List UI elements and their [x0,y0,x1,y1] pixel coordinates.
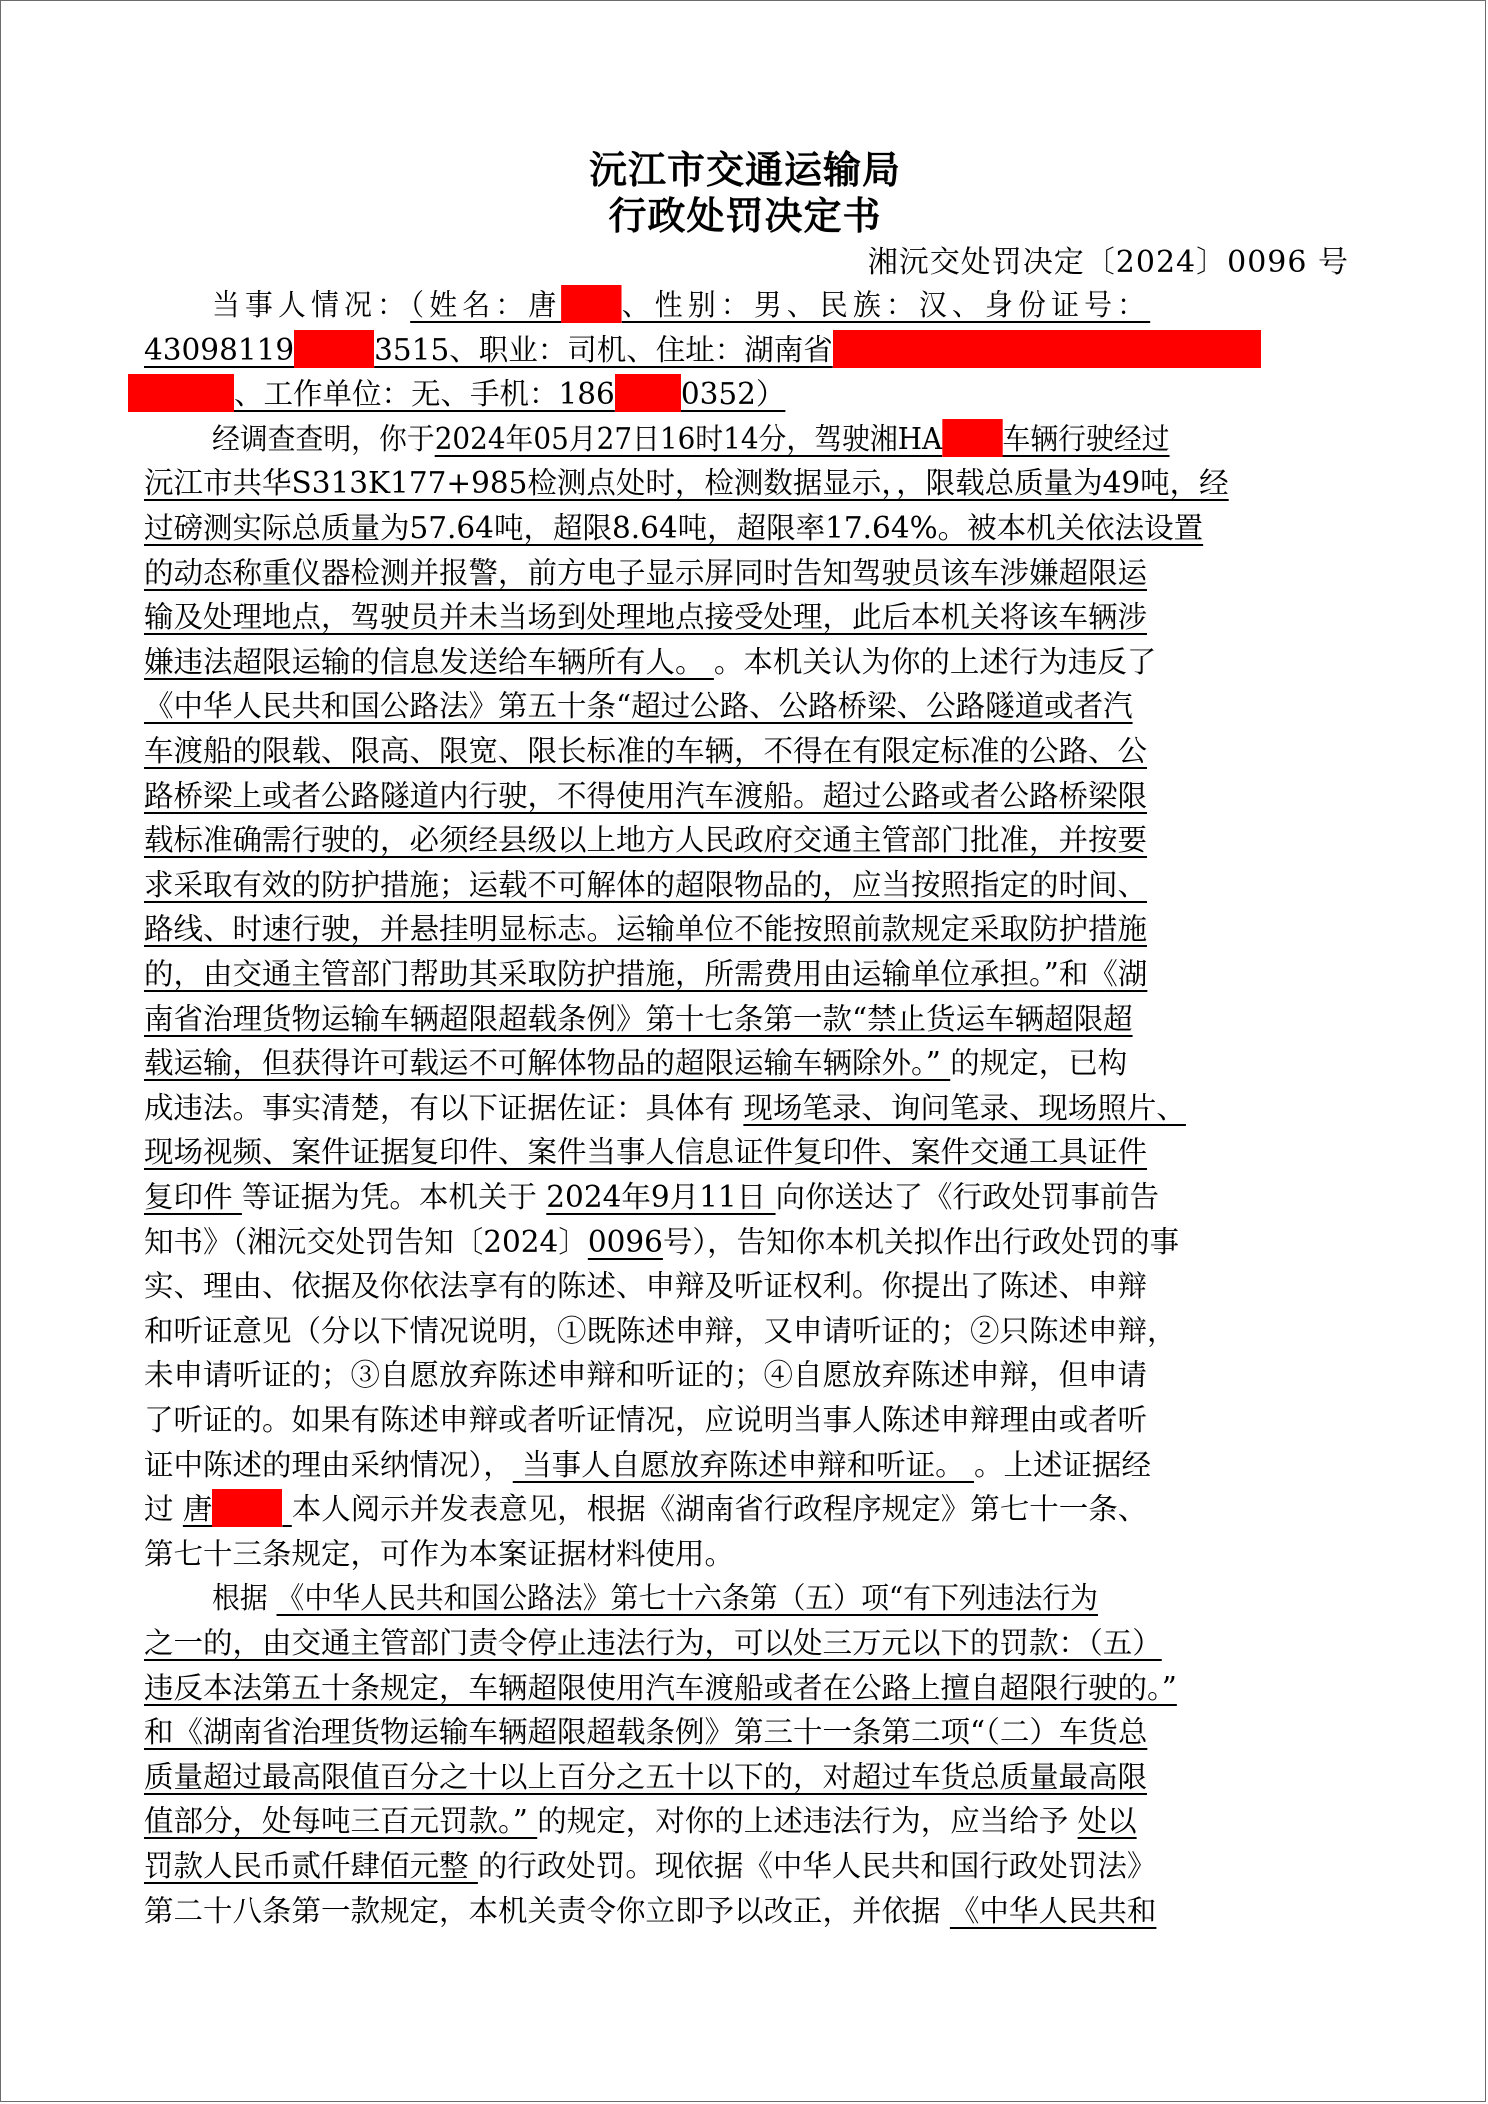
body-line [144,1621,1349,1669]
body-text: 。本机关认为你的上述行为违反了 [713,644,1157,679]
underlined-text: 值部分，处每吨三百元罚款。” [144,1804,538,1839]
body-line [144,1175,1349,1223]
body-text: 和听证意见（分以下情况说明，①既陈述申辩，又申请听证的；②只陈述申辩， [144,1313,1177,1348]
body-line [144,551,1349,599]
body-line [144,1398,1349,1446]
underlined-text: 处以 [1077,1804,1137,1839]
underlined-text: 载标准确需行驶的，必须经县级以上地方人民政府交通主管部门批准，并按要 [144,823,1148,858]
body-line [144,1799,1349,1847]
underlined-text: 《中华人民共和 [949,1893,1157,1928]
underlined-text: 0096 [587,1224,663,1259]
body-line [144,506,1349,554]
underlined-text: 路线、时速行驶，并悬挂明显标志。运输单位不能按照前款规定采取防护措施 [144,912,1148,947]
underlined-text: 违反本法第五十条规定，车辆超限使用汽车渡船或者在公路上擅自超限行驶的。” [144,1670,1177,1705]
body-line [144,461,1349,509]
body-line [144,1309,1349,1357]
redaction-block [615,374,681,412]
body-line [212,283,1349,331]
body-text: 。上述证据经 [974,1447,1152,1482]
body-line [212,417,1349,465]
body-text: 成违法。事实清楚，有以下证据佐证：具体有 [144,1090,744,1125]
body-line [144,1710,1349,1758]
body-line [144,1264,1349,1312]
underlined-text: 沅江市共华S313K177+985检测点处时，检测数据显示，，限载总质量为49吨，经 [144,466,1229,501]
underlined-text: 0352） [680,377,786,412]
body-line [144,1487,1349,1535]
document-number: 湘沅交处罚决定〔2024〕0096 号 [867,245,1349,280]
underlined-text: 当事人自愿放弃陈述申辩和听证。 [512,1447,975,1482]
body-text: 的规定，对你的上述违法行为，应当给予 [537,1804,1078,1839]
underlined-text: 《中华人民共和国公路法》第五十条“超过公路、公路桥梁、公路隧道或者汽 [144,689,1133,724]
body-text: 知书》（湘沅交处罚告知〔2024〕 [144,1224,588,1259]
underlined-text [282,1492,291,1526]
underlined-text: （姓名：唐 [410,288,562,322]
underlined-text: 2024年9月11日 [546,1180,776,1214]
body-text: 号），告知你本机关拟作出行政处罚的事 [662,1224,1180,1259]
body-line [144,1130,1349,1178]
body-line [144,1220,1349,1268]
underlined-text: 现场视频、案件证据复印件、案件当事人信息证件复印件、案件交通工具证件 [144,1135,1148,1170]
redaction-block [294,330,374,368]
body-text: 过 [144,1492,183,1527]
underlined-text: 嫌违法超限运输的信息发送给车辆所有人。 [144,644,714,679]
underlined-text: 现场笔录、询问笔录、现场照片、 [743,1090,1186,1125]
body-text: 未申请听证的；③自愿放弃陈述申辩和听证的；④自愿放弃陈述申辩，但申请 [144,1358,1148,1393]
body-line [144,595,1349,643]
body-line [144,1755,1349,1803]
underlined-text: 2024年05月27日16时14分，驾驶湘HA [434,421,943,456]
body-text: 证中陈述的理由采纳情况）， [144,1447,513,1482]
underlined-text: 和《湖南省治理货物运输车辆超限超载条例》第三十一条第二项“（二）车货总 [144,1715,1148,1750]
body-text: 根据 [212,1581,277,1616]
body-line [144,328,1349,376]
body-line [144,1353,1349,1401]
body-text: 的行政处罚。现依据《中华人民共和国行政处罚法》 [477,1849,1157,1883]
body-text: 了听证的。如果有陈述申辩或者听证情况，应说明当事人陈述申辩理由或者听 [144,1403,1148,1437]
underlined-text: 、性别：男、民族：汉、身份证号： [621,288,1151,322]
body-text: 当事人情况： [212,288,411,322]
body-line [144,1666,1349,1714]
body-line [144,729,1349,777]
underlined-text: 质量超过最高限值百分之十以上百分之五十以下的，对超过车货总质量最高限 [144,1759,1148,1794]
body-line [144,1532,1349,1580]
body-line [144,952,1349,1000]
body-line [144,1889,1349,1937]
underlined-text: 43098119 [144,332,295,367]
body-line [144,1844,1349,1892]
body-text: 本人阅示并发表意见，根据《湖南省行政程序规定》第七十一条、 [291,1492,1148,1527]
body-line [144,907,1349,955]
underlined-text: 车渡船的限载、限高、限宽、限长标准的车辆，不得在有限定标准的公路、公 [144,734,1148,768]
body-line [144,818,1349,866]
redaction-block [833,330,1261,368]
underlined-text: 输及处理地点，驾驶员并未当场到处理地点接受处理，此后本机关将该车辆涉 [144,600,1148,635]
body-line [144,1086,1349,1134]
body-text: 向你送达了《行政处罚事前告 [775,1180,1160,1214]
body-text: 第七十三条规定，可作为本案证据材料使用。 [144,1536,735,1571]
body-line [144,997,1349,1045]
body-line [144,684,1349,732]
underlined-text: 车辆行驶经过 [1002,421,1170,456]
body-line [144,1041,1349,1089]
underlined-text: 、工作单位：无、手机：186 [234,377,615,412]
body-line [144,863,1349,911]
body-line [212,1576,1349,1624]
underlined-text: 之一的，由交通主管部门责令停止违法行为，可以处三万元以下的罚款：（五） [144,1626,1162,1660]
underlined-text: 的，由交通主管部门帮助其采取防护措施，所需费用由运输单位承担。”和《湖 [144,957,1148,991]
underlined-text: 复印件 [144,1180,242,1214]
body-text: 经调查查明，你于 [212,421,435,456]
body-text: 的规定，已构 [950,1046,1128,1081]
underlined-text: 唐 [182,1492,213,1527]
underlined-text: 3515、职业：司机、住址：湖南省 [374,332,833,367]
underlined-text: 罚款人民币贰仟肆佰元整 [144,1849,478,1883]
redaction-block [128,374,234,412]
underlined-text: 过磅测实际总质量为57.64吨，超限8.64吨，超限率17.64%。被本机关依法设置 [144,511,1204,545]
redaction-block [942,419,1002,457]
underlined-text: 路桥梁上或者公路隧道内行驶，不得使用汽车渡船。超过公路或者公路桥梁限 [144,778,1148,813]
issuing-authority-title: 沅江市交通运输局 [588,147,901,192]
body-text: 第二十八条第一款规定，本机关责令你立即予以改正，并依据 [144,1893,950,1928]
body-line [144,1443,1349,1491]
body-text: 等证据为凭。本机关于 [241,1180,547,1214]
underlined-text: 南省治理货物运输车辆超限超载条例》第十七条第一款“禁止货运车辆超限超 [144,1001,1133,1036]
underlined-text: 《中华人民共和国公路法》第七十六条第（五）项“有下列违法行为 [276,1581,1098,1616]
underlined-text: 的动态称重仪器检测并报警，前方电子显示屏同时告知驾驶员该车涉嫌超限运 [144,555,1148,590]
document-type-title: 行政处罚决定书 [608,193,882,238]
underlined-text: 求采取有效的防护措施；运载不可解体的超限物品的，应当按照指定的时间、 [144,867,1148,902]
redaction-block [212,1489,282,1527]
body-line [128,372,1333,420]
redaction-block [561,285,621,323]
underlined-text: 载运输，但获得许可载运不可解体物品的超限运输车辆除外。” [144,1046,951,1081]
body-line [144,640,1349,688]
body-text: 实、理由、依据及你依法享有的陈述、申辩及听证权利。你提出了陈述、申辩 [144,1269,1148,1304]
body-line [144,774,1349,822]
